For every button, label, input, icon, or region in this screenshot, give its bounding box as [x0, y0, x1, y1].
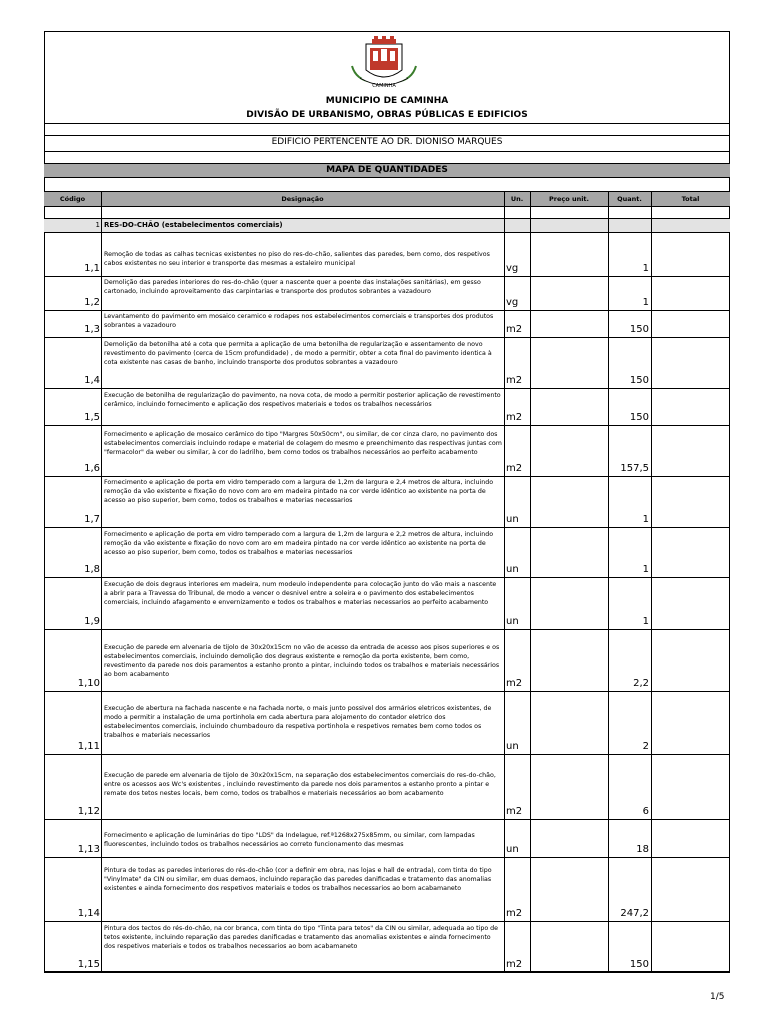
item-unit: m2	[506, 375, 523, 386]
row-divider	[44, 476, 730, 477]
item-code: 1,9	[84, 616, 100, 627]
row-divider	[44, 629, 730, 630]
item-quantity: 1	[642, 263, 649, 274]
item-quantity: 150	[629, 375, 649, 386]
divider	[44, 232, 730, 233]
item-quantity: 2,2	[633, 678, 649, 689]
item-quantity: 247,2	[620, 908, 649, 919]
item-description: Execução de parede em alvenaria de tijolo de 30x20x15cm no vão de acesso da entrada de acesso aos pisos superiores e os estabelecimentos comerciais, incluindo demolição dos degraus existente e remoção da porta existente, bem como, revestimento da parede nos dois paramentos a estanho pronto a pintar, incluindo todos os trabalhos e materiais necessários ao bom acabamento	[104, 644, 500, 679]
row-divider	[44, 819, 730, 820]
section-code: 1	[95, 221, 100, 229]
row-divider	[44, 337, 730, 338]
divider	[44, 177, 730, 178]
item-code: 1,4	[84, 375, 100, 386]
division-title: DIVISÃO DE URBANISMO, OBRAS PÚBLICAS E EDIFICIOS	[246, 110, 528, 120]
item-quantity: 2	[642, 741, 649, 752]
item-code: 1,12	[77, 806, 100, 817]
item-unit: un	[506, 514, 519, 525]
item-description: Demolição da betonilha até a cota que permita a aplicação de uma betonilha de regularização e assentamento de novo revestimento do pavimento (cerca de 15cm profundidade) , de modo a permitir, obter a cota final do pavimento identica à cota existente nas casas de banho, incluindo transporte dos produtos sobrantes a vazadouro	[104, 341, 492, 367]
svg-text:CAMINHA: CAMINHA	[372, 83, 396, 89]
item-code: 1,8	[84, 564, 100, 575]
item-description: Execução de parede em alvenaria de tijolo de 30x20x15cm, na separação dos estabelecimentos comerciais do res-do-chão, entre os acessos aos Wc's existentes , incluindo revestimento da parede nos dois paramentos a estanho pronto a pintar e remate dos tetos nestes locais, bem como, todos os trabalhos e materiais necessários ao bom acabamento	[104, 772, 496, 798]
item-unit: m2	[506, 806, 523, 817]
row-divider	[44, 388, 730, 389]
row-divider	[44, 691, 730, 692]
item-description: Pintura de todas as paredes interiores do rés-do-chão (cor a definir em obra, nas lojas e hall de entrada), com tinta do tipo "Vinylmate" da CIN ou similar, em duas demaos, incluindo reparação das paredes danificadas e tratamento das anomalias existentes e ainda fornecimento dos respetivos materiais e todos os trabalhos necessarios ao bom acabamaneto	[104, 867, 492, 893]
col-header-total: Total	[681, 195, 700, 203]
divider	[44, 123, 730, 124]
item-description: Execução de betonilha de regularização do pavimento, na nova cota, de modo a permitir posterior aplicação de revestimento cerâmico, incluindo fornecimento e aplicação dos respetivos materiais e todos os trabalhos necessários	[104, 392, 501, 409]
col-header-un: Un.	[510, 195, 524, 203]
col-header-designacao: Designação	[281, 195, 324, 203]
row-divider	[44, 577, 730, 578]
item-unit: m2	[506, 959, 523, 970]
item-code: 1,5	[84, 412, 100, 423]
item-unit: un	[506, 741, 519, 752]
item-unit: un	[506, 564, 519, 575]
item-unit: vg	[506, 263, 519, 274]
item-quantity: 1	[642, 514, 649, 525]
item-quantity: 150	[629, 959, 649, 970]
page-number: 1/5	[710, 992, 725, 1002]
row-divider	[44, 425, 730, 426]
col-header-codigo: Código	[59, 195, 86, 203]
col-header-preco: Preço unit.	[548, 195, 590, 203]
col-divider	[608, 192, 609, 972]
divider	[44, 151, 730, 152]
section-title: RES-DO-CHÃO (estabelecimentos comerciais)	[104, 221, 283, 229]
item-unit: un	[506, 844, 519, 855]
item-code: 1,1	[84, 263, 100, 274]
item-code: 1,2	[84, 297, 100, 308]
table-title: MAPA DE QUANTIDADES	[326, 165, 448, 175]
item-quantity: 150	[629, 324, 649, 335]
col-divider	[651, 192, 652, 972]
item-code: 1,10	[77, 678, 100, 689]
item-code: 1,6	[84, 463, 100, 474]
item-description: Execução de abertura na fachada nascente e na fachada norte, o mais junto possivel dos armários eletricos existentes, de modo a permitir a instalação de uma portinhola em cada abertura para alojamento do contador eletrico dos estabelecimentos comerciais, incluindo chumbadouro da respetiva portinhola e respetivos remates bem como todos os trabalhos e materiais necessarios	[104, 705, 492, 740]
row-divider	[44, 921, 730, 922]
row-divider	[44, 310, 730, 311]
item-quantity: 150	[629, 412, 649, 423]
item-code: 1,7	[84, 514, 100, 525]
item-code: 1,15	[77, 959, 100, 970]
item-description: Remoção de todas as calhas tecnicas existentes no piso do res-do-chão, salientes das paredes, bem como, dos respetivos cabos existentes no seu interior e transporte das mesmas a estaleiro municipal	[104, 251, 490, 268]
item-description: Fornecimento e aplicação de luminárias do tipo "LDS" da Indelague, ref.ª1268x275x85mm, ou similar, com lampadas fluorescentes, incluindo todos os trabalhos necessários ao correto funcionamento das mesmas	[104, 832, 475, 849]
item-unit: un	[506, 616, 519, 627]
item-code: 1,13	[77, 844, 100, 855]
item-description: Levantamento do pavimento em mosaico ceramico e rodapes nos estabelecimentos comerciais e transportes dos produtos sobrantes a vazadouro	[104, 313, 494, 330]
item-description: Demolição das paredes interiores do res-do-chão (quer a nascente quer a poente das instalações sanitárias), em gesso cartonado, incluindo aproveitamento das carpintarias e transporte dos produtos sobrantes a vazadouro	[104, 279, 481, 296]
item-quantity: 1	[642, 616, 649, 627]
item-description: Fornecimento e aplicação de porta em vidro temperado com a largura de 1,2m de largura e 2,2 metros de altura, incluindo remoção da vão existente e fixação do novo com aro em madeira pintado na cor verde idêntico ao existente na porta de acesso ao piso superior, bem como, todos os trabalhos e materias necessarios	[104, 531, 494, 557]
item-quantity: 1	[642, 564, 649, 575]
item-unit: vg	[506, 297, 519, 308]
item-code: 1,3	[84, 324, 100, 335]
divider	[44, 135, 730, 136]
item-unit: m2	[506, 412, 523, 423]
item-unit: m2	[506, 678, 523, 689]
item-quantity: 1	[642, 297, 649, 308]
item-description: Execução de dois degraus interiores em madeira, num modeulo independente para colocação junto do vão mais a nascente a abrir para a Travessa do Tribunal, de modo a vencer o desnivel entre a soleira e o pavimento dos estabelecimentos comerciais, incluindo afagamento e envernizamento e todos os trabalhos e materias necessarios ao perfeito acabamento	[104, 581, 497, 607]
municipality-title: MUNICIPIO DE CAMINHA	[325, 96, 449, 106]
item-unit: m2	[506, 324, 523, 335]
row-divider	[44, 527, 730, 528]
item-quantity: 157,5	[620, 463, 649, 474]
item-code: 1,14	[77, 908, 100, 919]
col-divider	[101, 192, 102, 972]
item-description: Fornecimento e aplicação de porta em vidro temperado com a largura de 1,2m de largura e 2,4 metros de altura, incluindo remoção da vão existente e fixação do novo com aro em madeira pintado na cor verde idêntico ao existente na porta de acesso ao piso superior, bem como, todos os trabalhos e materias necessarios	[104, 479, 494, 505]
item-code: 1,11	[77, 741, 100, 752]
item-description: Fornecimento e aplicação de mosaico cerâmico do tipo "Margres 50x50cm", ou similar, de cor cinza claro, no pavimento dos estabelecimentos comerciais incluindo rodape e material de colagem do mesmo e preenchimento das respectivas juntas com "fermacolor" da weber ou similar, à cor do ladrilho, bem como todos os trabalhos necessários ao perfeito acabamento	[104, 431, 502, 457]
item-description: Pintura dos tectos do rés-do-chão, na cor branca, com tinta do tipo "Tinta para tetos" da CIN ou similar, adequada ao tipo de tetos existente, incluindo reparação das paredes danificadas e tratamento das anomalias existentes e ainda fornecimento dos respetivos materiais e todos os trabalhos necessarios ao bom acabamaneto	[104, 925, 499, 951]
municipal-crest-logo	[346, 36, 422, 92]
item-unit: m2	[506, 463, 523, 474]
row-divider	[44, 972, 730, 973]
row-divider	[44, 276, 730, 277]
divider	[44, 206, 730, 207]
item-quantity: 6	[642, 806, 649, 817]
row-divider	[44, 754, 730, 755]
col-header-quant: Quant.	[617, 195, 642, 203]
item-quantity: 18	[636, 844, 649, 855]
row-divider	[44, 857, 730, 858]
building-title: EDIFICIO PERTENCENTE AO DR. DIONISO MARQUES	[271, 137, 503, 147]
item-unit: m2	[506, 908, 523, 919]
col-divider	[504, 192, 505, 972]
col-divider	[530, 192, 531, 972]
